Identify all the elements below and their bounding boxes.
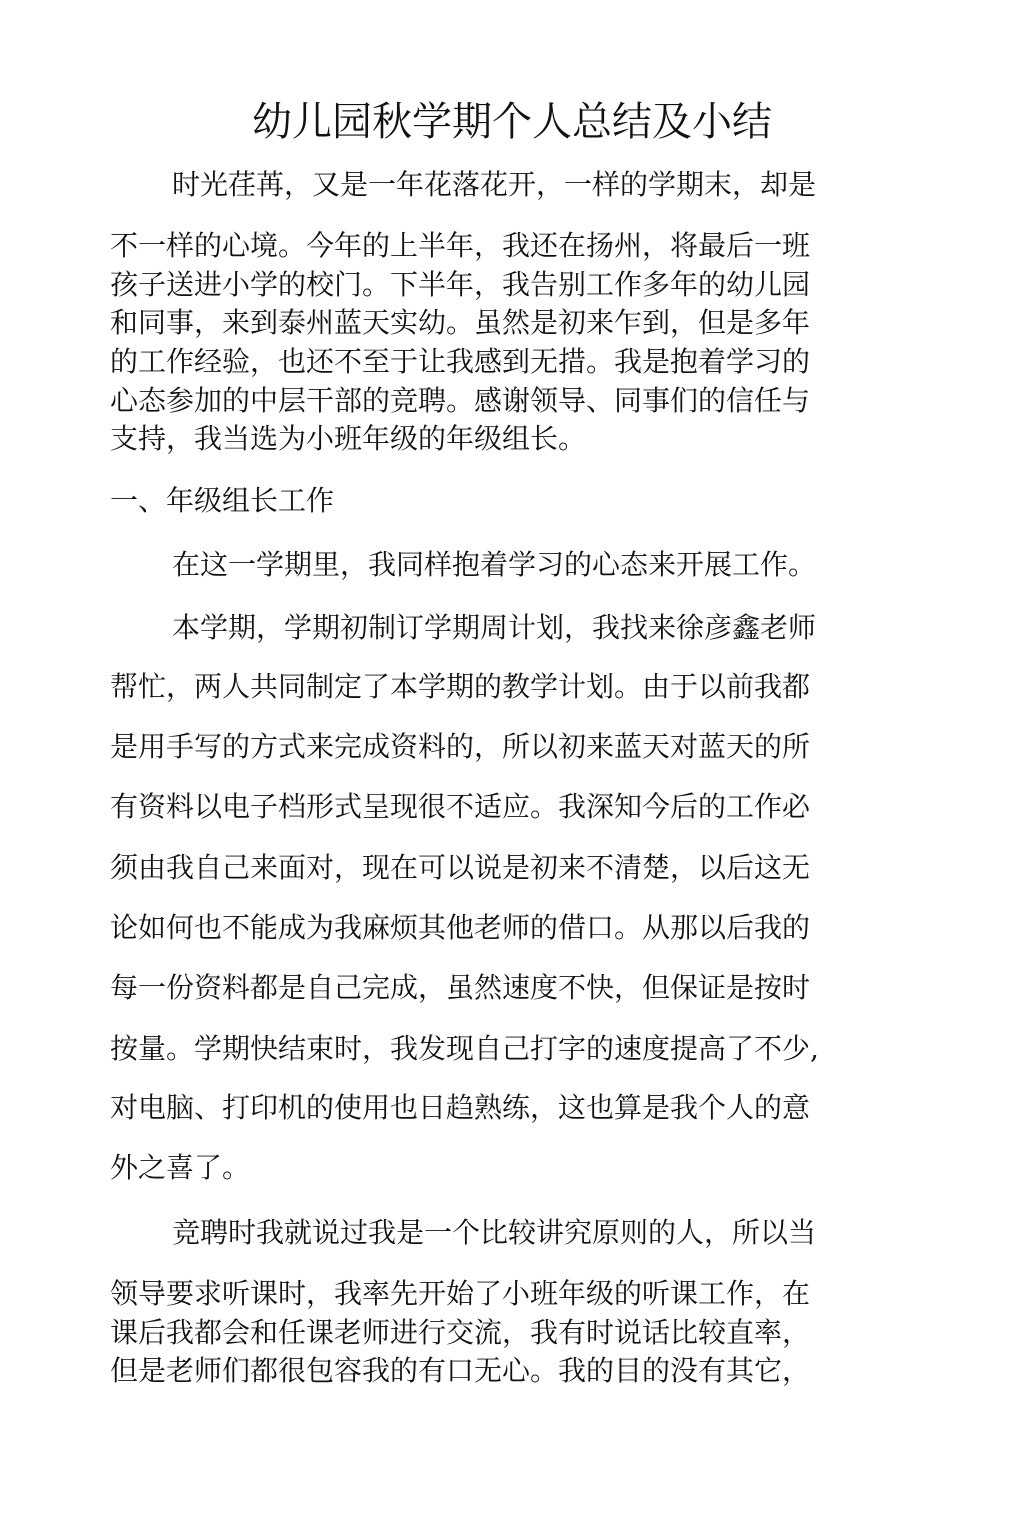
paragraph-line: 每一份资料都是自己完成，虽然速度不快，但保证是按时 — [110, 971, 811, 1004]
paragraph-line: 和同事，来到泰州蓝天实幼。虽然是初来乍到，但是多年 — [110, 306, 811, 339]
paragraph-line: 但是老师们都很包容我的有口无心。我的目的没有其它， — [110, 1354, 811, 1387]
paragraph-line: 心态参加的中层干部的竞聘。感谢领导、同事们的信任与 — [110, 384, 811, 417]
paragraph-line: 领导要求听课时，我率先开始了小班年级的听课工作，在 — [110, 1277, 811, 1310]
paragraph-line: 不一样的心境。今年的上半年，我还在扬州，将最后一班 — [110, 229, 811, 262]
paragraph-line: 有资料以电子档形式呈现很不适应。我深知今后的工作必 — [110, 790, 811, 823]
paragraph-line: 须由我自己来面对，现在可以说是初来不清楚，以后这无 — [110, 851, 811, 884]
paragraph-line: 孩子送进小学的校门。下半年，我告别工作多年的幼儿园 — [110, 268, 811, 301]
section-heading: 一、年级组长工作 — [110, 484, 335, 517]
paragraph-line: 竞聘时我就说过我是一个比较讲究原则的人，所以当 — [172, 1216, 817, 1249]
paragraph-line: 时光荏苒，又是一年花落花开，一样的学期末，却是 — [172, 168, 817, 201]
paragraph-line: 在这一学期里，我同样抱着学习的心态来开展工作。 — [172, 548, 817, 581]
document-title: 幼儿园秋学期个人总结及小结 — [252, 99, 772, 145]
paragraph-line: 课后我都会和任课老师进行交流，我有时说话比较直率， — [110, 1316, 811, 1349]
paragraph-line: 是用手写的方式来完成资料的，所以初来蓝天对蓝天的所 — [110, 730, 811, 763]
paragraph-line: 按量。学期快结束时，我发现自己打字的速度提高了不少, — [110, 1032, 819, 1065]
paragraph-line: 对电脑、打印机的使用也日趋熟练，这也算是我个人的意 — [110, 1091, 811, 1124]
paragraph-line: 论如何也不能成为我麻烦其他老师的借口。从那以后我的 — [110, 911, 811, 944]
paragraph-line: 帮忙，两人共同制定了本学期的教学计划。由于以前我都 — [110, 670, 811, 703]
paragraph-line: 本学期，学期初制订学期周计划，我找来徐彦鑫老师 — [172, 611, 817, 644]
paragraph-line: 支持，我当选为小班年级的年级组长。 — [110, 422, 587, 455]
paragraph-line: 的工作经验，也还不至于让我感到无措。我是抱着学习的 — [110, 345, 811, 378]
paragraph-line: 外之喜了。 — [110, 1151, 251, 1184]
